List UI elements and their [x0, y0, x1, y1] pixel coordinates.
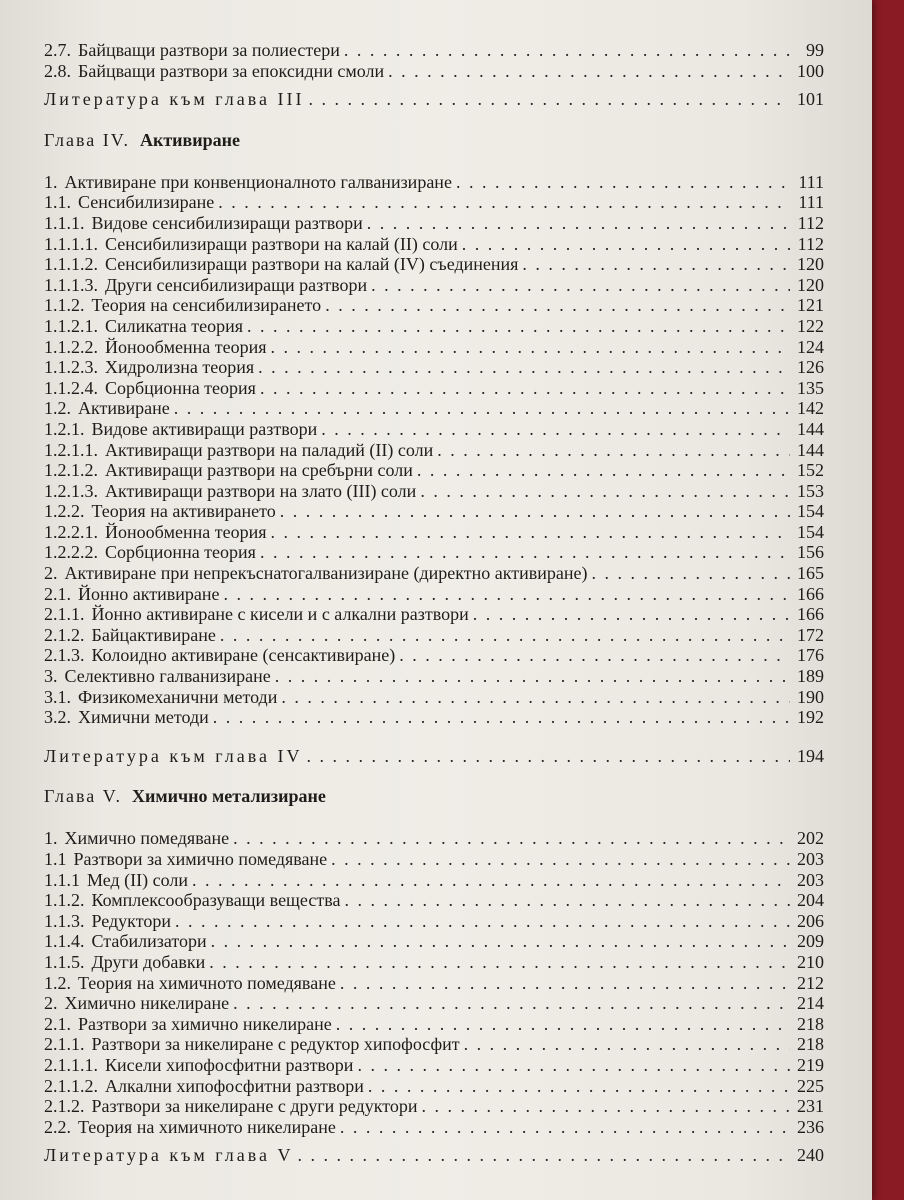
dot-leader [371, 275, 790, 296]
dot-leader [325, 295, 790, 316]
entry-title: Йонно активиране с кисели и с алкални разтвори [91, 604, 469, 625]
entry-title: Активиращи разтвори на злато (III) соли [105, 480, 417, 501]
dot-leader [308, 89, 790, 110]
dot-leader [344, 40, 790, 61]
entry-page: 231 [797, 1096, 824, 1117]
entry-page: 206 [797, 910, 824, 931]
entry-number: 1.2.1. [44, 418, 85, 439]
toc-entry [44, 522, 824, 543]
entry-number: 1.1.1.3. [44, 274, 98, 295]
entry-page: 219 [797, 1054, 824, 1075]
entry-number: 1.2.2.2. [44, 542, 98, 563]
entry-page: 189 [797, 666, 824, 687]
toc-entry [44, 378, 824, 399]
entry-title: Кисели хипофосфитни разтвори [105, 1054, 354, 1075]
entry-title: Комплексообразуващи вещества [91, 890, 341, 911]
entry-number: 1.1.1 [44, 869, 80, 890]
entry-title: Активиране при непрекъснатогалванизиране (директно активиране) [64, 563, 588, 584]
dot-leader [473, 604, 790, 625]
toc-entry [44, 952, 824, 973]
entry-title: Алкални хипофосфитни разтвори [105, 1075, 364, 1096]
entry-title: Байцващи разтвори за епоксидни смоли [78, 60, 385, 81]
toc-entry [44, 419, 824, 440]
dot-leader [218, 192, 790, 213]
dot-leader [321, 419, 790, 440]
dot-leader [306, 746, 790, 767]
literature-line-chapter-3 [44, 89, 824, 110]
entry-page: 111 [798, 192, 824, 213]
literature-page: 101 [797, 89, 824, 110]
entry-title: Колоидно активиране (сенсактивиране) [91, 645, 396, 666]
entry-page: 190 [797, 686, 824, 707]
entry-number: 1.2.2. [44, 501, 85, 522]
entry-title: Химично никелиране [64, 993, 230, 1014]
entry-number: 1.2.1.2. [44, 460, 98, 481]
dot-leader [281, 687, 790, 708]
dot-leader [368, 1076, 790, 1097]
entry-page: 120 [797, 254, 824, 275]
entry-title: Физикомеханични методи [78, 686, 278, 707]
toc-entry [44, 687, 824, 708]
entry-title: Активиращи разтвори на сребърни соли [105, 460, 413, 481]
entry-page: 218 [797, 1034, 824, 1055]
entry-number: 1.2.2.1. [44, 521, 98, 542]
entry-number: 2.1.3. [44, 645, 85, 666]
toc-entry [44, 61, 824, 82]
toc-entry [44, 1096, 824, 1117]
entry-title: Теория на химичното помедяване [78, 972, 336, 993]
entry-number: 2.1.1.2. [44, 1075, 98, 1096]
dot-leader [421, 1096, 790, 1117]
entry-number: 1.1.2. [44, 890, 85, 911]
entry-page: 203 [797, 869, 824, 890]
entry-number: 1.2. [44, 972, 71, 993]
chapter-heading-5 [44, 784, 824, 808]
entry-title: Силикатна теория [105, 315, 244, 336]
entry-title: Разтвори за химично никелиране [78, 1013, 332, 1034]
entry-title: Активиране при конвенционалното галванизиране [64, 171, 452, 192]
dot-leader [297, 1145, 790, 1166]
entry-page: 192 [797, 707, 824, 728]
entry-title: Видове сенсибилизиращи разтвори [91, 212, 363, 233]
entry-number: 2.1.2. [44, 1096, 85, 1117]
entry-number: 1.1.4. [44, 931, 85, 952]
toc-entry [44, 584, 824, 605]
dot-leader [388, 61, 790, 82]
entry-title: Разтвори за никелиране с редуктор хипофосфит [91, 1034, 460, 1055]
entry-number: 1.1.2.4. [44, 377, 98, 398]
toc-entry [44, 234, 824, 255]
dot-leader [522, 254, 790, 275]
dot-leader [437, 440, 790, 461]
toc-entry [44, 645, 824, 666]
dot-leader [417, 460, 790, 481]
entry-title: Теория на химичното никелиране [78, 1116, 336, 1137]
toc-entry [44, 40, 824, 61]
dot-leader [271, 337, 790, 358]
entry-number: 1. [44, 171, 58, 192]
entry-page: 203 [797, 849, 824, 869]
entry-page: 126 [797, 357, 824, 378]
entry-title: Химични методи [78, 707, 209, 728]
entry-page: 165 [797, 563, 824, 584]
toc-entry [44, 1034, 824, 1055]
entry-page: 209 [797, 931, 824, 952]
entry-title: Йонообменна теория [105, 521, 267, 542]
literature-line-chapter-4 [44, 746, 824, 767]
dot-leader [340, 973, 790, 994]
entry-page: 156 [797, 542, 824, 563]
toc-entry [44, 911, 824, 932]
dot-leader [344, 890, 790, 911]
dot-leader [367, 213, 790, 234]
toc-entry [44, 460, 824, 481]
entry-number: 3.1. [44, 686, 71, 707]
entry-page: 111 [798, 171, 824, 192]
toc-entry [44, 192, 824, 213]
entry-page: 166 [797, 604, 824, 625]
entry-page: 225 [797, 1075, 824, 1096]
entry-number: 2.2. [44, 1116, 71, 1137]
toc-entry [44, 625, 824, 646]
toc-entry [44, 828, 824, 849]
toc-entry [44, 213, 824, 234]
entry-page: 100 [797, 60, 824, 81]
dot-leader [174, 398, 790, 419]
entry-page: 152 [797, 460, 824, 481]
toc-entry [44, 337, 824, 358]
entry-page: 202 [797, 828, 824, 849]
dot-leader [275, 666, 790, 687]
toc-entry [44, 993, 824, 1014]
entry-number: 2. [44, 993, 58, 1014]
entry-title: Йонообменна теория [105, 336, 267, 357]
entry-title: Активиране [78, 398, 170, 419]
entry-page: 122 [797, 315, 824, 336]
dot-leader [336, 1014, 790, 1035]
entry-number: 1.1.3. [44, 910, 85, 931]
entry-page: 124 [797, 336, 824, 357]
entry-title: Хидролизна теория [105, 357, 255, 378]
entry-page: 112 [797, 212, 824, 233]
entry-title: Разтвори за химично помедяване [73, 849, 328, 869]
toc-entry [44, 666, 824, 687]
toc-entry [44, 172, 824, 193]
entry-page: 218 [797, 1013, 824, 1034]
toc-entry [44, 295, 824, 316]
toc-entry [44, 275, 824, 296]
entry-page: 166 [797, 583, 824, 604]
entry-page: 144 [797, 439, 824, 460]
toc-entry [44, 849, 824, 870]
entry-group [44, 172, 824, 728]
dot-leader [260, 542, 790, 563]
chapter-label: Глава IV. [44, 129, 130, 150]
chapter-title: Активиране [139, 129, 240, 150]
dot-leader [331, 849, 790, 870]
chapter-heading-4 [44, 128, 824, 152]
dot-leader [233, 993, 790, 1014]
entry-title: Селективно галванизиране [64, 666, 271, 687]
dot-leader [233, 828, 790, 849]
toc-entry [44, 481, 824, 502]
entry-group [44, 40, 824, 81]
entry-title: Редуктори [91, 910, 171, 931]
entry-title: Теория на сенсибилизирането [91, 295, 322, 316]
entry-title: Йонно активиране [78, 583, 220, 604]
literature-text: Литература към глава IV [44, 745, 303, 766]
toc-entry [44, 604, 824, 625]
entry-page: 154 [797, 501, 824, 522]
entry-page: 214 [797, 993, 824, 1014]
entry-title: Сенсибилизиращи разтвори на калай (IV) съединения [105, 254, 519, 275]
entry-number: 2.8. [44, 60, 71, 81]
entry-number: 1.1.2.2. [44, 336, 98, 357]
entry-page: 236 [797, 1116, 824, 1137]
entry-number: 2.1.1. [44, 1034, 85, 1055]
entry-page: 99 [806, 40, 824, 60]
entry-page: 135 [797, 377, 824, 398]
toc-entry [44, 440, 824, 461]
dot-leader [271, 522, 790, 543]
literature-text: Литература към глава III [44, 89, 305, 110]
entry-page: 112 [797, 233, 824, 254]
dot-leader [224, 584, 790, 605]
toc-entry [44, 357, 824, 378]
entry-number: 2.1. [44, 583, 71, 604]
dot-leader [462, 234, 790, 255]
entry-page: 120 [797, 274, 824, 295]
entry-number: 2.1. [44, 1013, 71, 1034]
entry-number: 1.1 [44, 849, 67, 869]
dot-leader [280, 501, 790, 522]
literature-page: 240 [797, 1145, 824, 1166]
entry-title: Видове активиращи разтвори [91, 418, 318, 439]
entry-page: 212 [797, 972, 824, 993]
entry-title: Сорбционна теория [105, 542, 256, 563]
entry-number: 1.2.1.1. [44, 439, 98, 460]
entry-title: Сенсибилизиране [78, 192, 215, 213]
dot-leader [340, 1117, 790, 1138]
entry-page: 172 [797, 624, 824, 645]
entry-number: 3.2. [44, 707, 71, 728]
entry-title: Сорбционна теория [105, 377, 256, 398]
dot-leader [220, 625, 790, 646]
entry-title: Други добавки [91, 951, 206, 972]
literature-page: 194 [797, 745, 824, 766]
toc-entry [44, 870, 824, 891]
toc-entry [44, 563, 824, 584]
dot-leader [591, 563, 790, 584]
entry-number: 1.1. [44, 192, 71, 213]
entry-title: Байцактивиране [91, 624, 216, 645]
table-of-contents [44, 40, 824, 1166]
entry-title: Теория на активирането [91, 501, 276, 522]
toc-entry [44, 890, 824, 911]
toc-entry [44, 1014, 824, 1035]
toc-entry [44, 931, 824, 952]
chapter-title: Химично метализиране [131, 786, 326, 807]
entry-number: 1.1.2. [44, 295, 85, 316]
entry-title: Химично помедяване [64, 828, 230, 849]
entry-number: 2.1.1. [44, 604, 85, 625]
dot-leader [399, 645, 790, 666]
entry-title: Сенсибилизиращи разтвори на калай (II) соли [105, 233, 458, 254]
toc-entry [44, 254, 824, 275]
dot-leader [209, 952, 790, 973]
toc-entry [44, 1055, 824, 1076]
dot-leader [456, 172, 790, 193]
toc-entry [44, 707, 824, 728]
dot-leader [260, 378, 790, 399]
entry-page: 153 [797, 480, 824, 501]
entry-number: 1.1.1. [44, 212, 85, 233]
entry-title: Мед (II) соли [87, 869, 189, 890]
entry-number: 1.1.2.3. [44, 357, 98, 378]
entry-page: 154 [797, 521, 824, 542]
entry-number: 3. [44, 666, 58, 687]
entry-number: 1.2. [44, 398, 71, 419]
entry-title: Активиращи разтвори на паладий (II) соли [105, 439, 434, 460]
literature-text: Литература към глава V [44, 1145, 294, 1166]
entry-page: 121 [797, 295, 824, 316]
entry-title: Байцващи разтвори за полиестери [78, 40, 340, 60]
entry-number: 1.1.5. [44, 951, 85, 972]
entry-number: 1.1.1.2. [44, 254, 98, 275]
dot-leader [213, 707, 790, 728]
entry-number: 2.7. [44, 40, 71, 60]
entry-number: 1.2.1.3. [44, 480, 98, 501]
toc-entry [44, 1117, 824, 1138]
literature-line-chapter-5 [44, 1145, 824, 1166]
dot-leader [357, 1055, 790, 1076]
toc-entry [44, 1076, 824, 1097]
entry-number: 2.1.1.1. [44, 1054, 98, 1075]
entry-number: 2. [44, 563, 58, 584]
toc-entry [44, 501, 824, 522]
dot-leader [464, 1034, 790, 1055]
entry-number: 1.1.1.1. [44, 233, 98, 254]
dot-leader [175, 911, 790, 932]
toc-entry [44, 542, 824, 563]
entry-title: Други сенсибилизиращи разтвори [105, 274, 368, 295]
entry-page: 210 [797, 951, 824, 972]
chapter-label: Глава V. [44, 786, 122, 807]
toc-entry [44, 316, 824, 337]
entry-page: 144 [797, 418, 824, 439]
dot-leader [211, 931, 790, 952]
entry-page: 142 [797, 398, 824, 419]
entry-page: 204 [797, 890, 824, 911]
entry-number: 2.1.2. [44, 624, 85, 645]
toc-entry [44, 973, 824, 994]
dot-leader [247, 316, 790, 337]
entry-number: 1.1.2.1. [44, 315, 98, 336]
entry-title: Разтвори за никелиране с други редуктори [91, 1096, 418, 1117]
toc-entry [44, 398, 824, 419]
entry-group [44, 828, 824, 1137]
dot-leader [258, 357, 790, 378]
dot-leader [420, 481, 790, 502]
entry-page: 176 [797, 645, 824, 666]
entry-title: Стабилизатори [91, 931, 207, 952]
entry-number: 1. [44, 828, 58, 849]
dot-leader [192, 870, 790, 891]
